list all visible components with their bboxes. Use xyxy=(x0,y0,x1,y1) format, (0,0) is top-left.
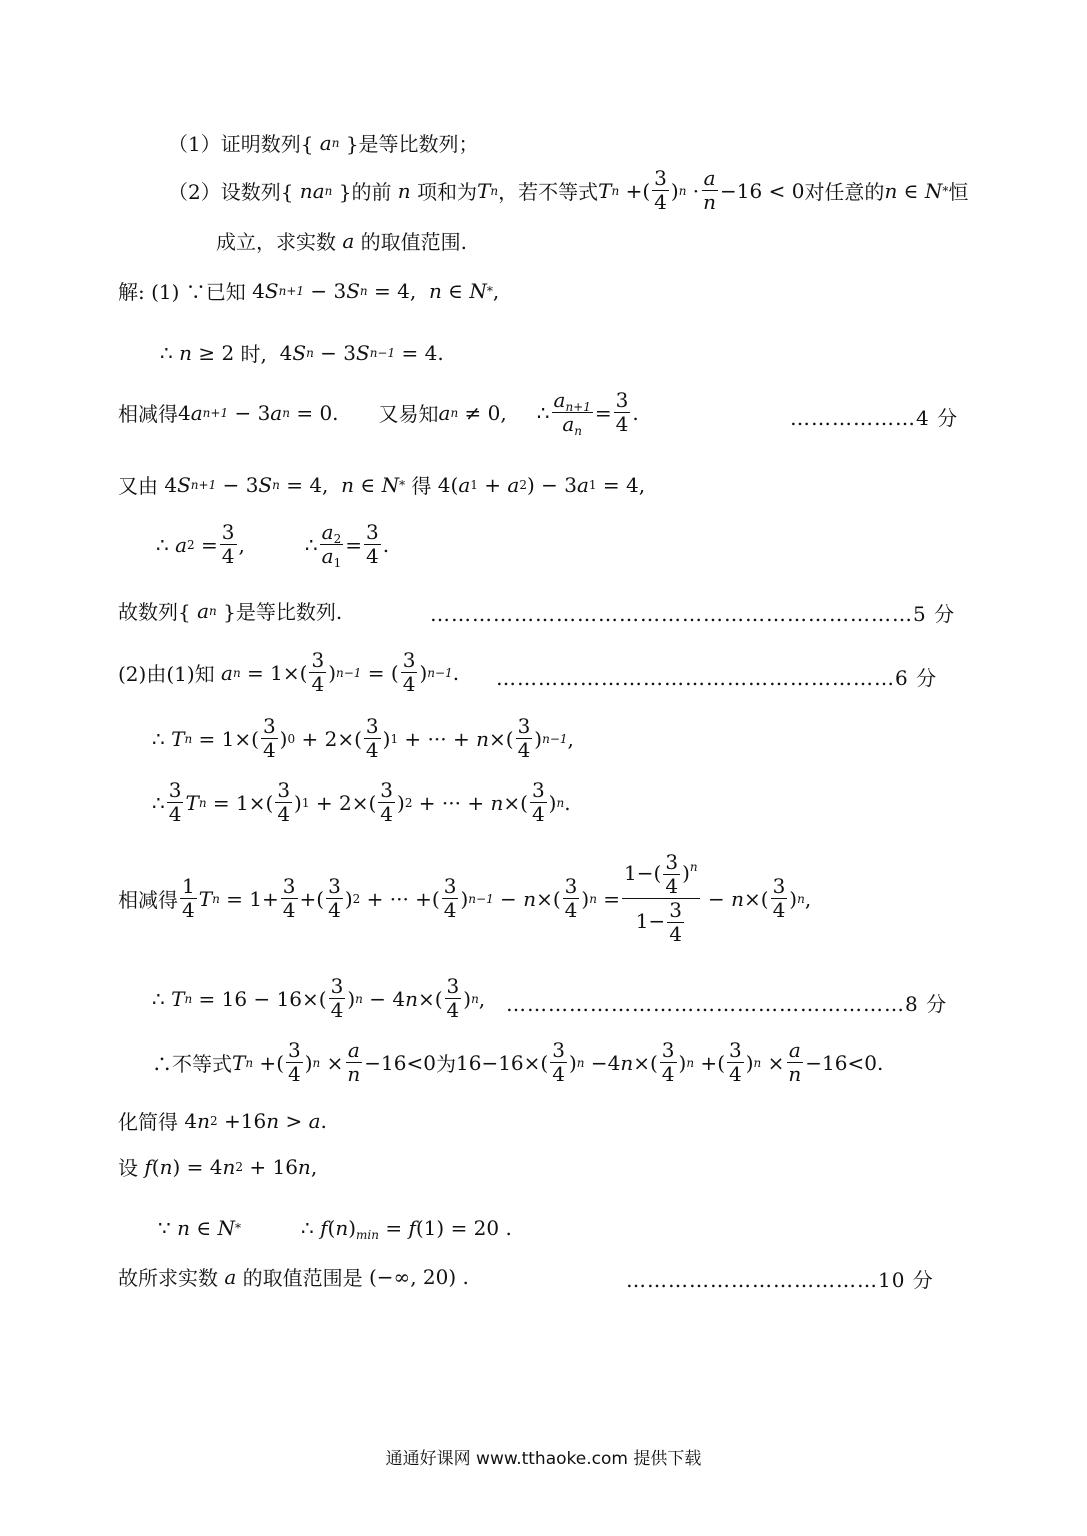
question-1: （1）证明数列{ a n }是等比数列； xyxy=(168,130,479,156)
score-6: …………………………………………………6 分 xyxy=(496,666,938,690)
score-4: ………………4 分 xyxy=(790,406,959,430)
score-5: ……………………………………………………………5 分 xyxy=(430,602,956,626)
score-8: …………………………………………………8 分 xyxy=(506,992,948,1016)
solution-line-13: 化简得 4 n 2 +16 n > a . xyxy=(118,1108,327,1134)
question-2-cont: 成立，求实数 a 的取值范围. xyxy=(216,228,467,254)
question-2: （2）设数列{ na n }的前 n 项和为 T n ，若不等式 T n +( 3 4 ) n · a n −16 < 0 对任意的 n ∈ N * 恒 xyxy=(168,166,969,214)
page-footer: 通通好课网 www.tthaoke.com 提供下载 xyxy=(385,1449,702,1469)
solution-line-15: ∵ n ∈ N * ∴ $f(n)_{min} = f(1) = 20$ . xyxy=(158,1216,512,1242)
solution-line-12: ∴不等式 T n +( 3 4 ) n × a n −16<0 为 16−16×( 3 4 ) n −4 n ×( 3 4 ) n +( 3 4 ) n × a n −16<0. xyxy=(152,1038,884,1086)
solution-line-3: 相减得 4 a n+1 − 3 a n = 0. 又易知 a n ≠ 0, ∴ $a_{n+1}$ $a_n$ = 3 4 . xyxy=(118,388,639,438)
solution-line-2: ∴ n ≥ 2 时, 4 S n − 3 S n−1 = 4. xyxy=(160,340,444,366)
score-10: ………………………………10 分 xyxy=(626,1268,934,1292)
solution-line-6: 故数列{ a n }是等比数列. xyxy=(118,598,343,624)
solution-line-5: ∴ a 2 = 3 4 , ∴ $a_2$ $a_1$ = 3 4 . xyxy=(156,520,390,570)
solution-line-9: ∴ 3 4 T n = 1×( 3 4 ) 1 + 2×( 3 4 ) 2 + ··· + n ×( 3 4 ) n . xyxy=(152,778,571,826)
solution-line-7: (2)由(1)知 a n = 1×( 3 4 ) n−1 = ( 3 4 ) n−1 . xyxy=(118,648,460,696)
solution-line-8: ∴ T n = 1×( 3 4 ) 0 + 2×( 3 4 ) 1 + ··· + n ×( 3 4 ) n−1 , xyxy=(152,714,574,762)
solution-line-16: 故所求实数 a 的取值范围是 (−∞, 20) . xyxy=(118,1264,469,1290)
solution-line-1: 解: (1) ∵已知 4 S n+1 − 3 S n = 4, n ∈ N * , xyxy=(118,278,500,304)
solution-line-10: 相减得 1 4 T n = 1+ 3 4 +( 3 4 ) 2 + ··· +( 3 4 ) n−1 − n ×( 3 4 ) n = 1−( $\frac{3}{4}$ )$^n$ 1− $\frac{3}{4}$ − n ×( 3 4 ) n , xyxy=(118,850,812,946)
solution-line-4: 又由 4 S n+1 − 3 S n = 4, n ∈ N * 得 4( a 1 + a 2 ) − 3 a 1 = 4, xyxy=(118,472,646,498)
solution-line-14: 设 f ( n ) = 4 n 2 + 16 n , xyxy=(118,1154,318,1180)
solution-line-11: ∴ T n = 16 − 16×( 3 4 ) n − 4 n ×( 3 4 ) n , xyxy=(152,974,486,1022)
